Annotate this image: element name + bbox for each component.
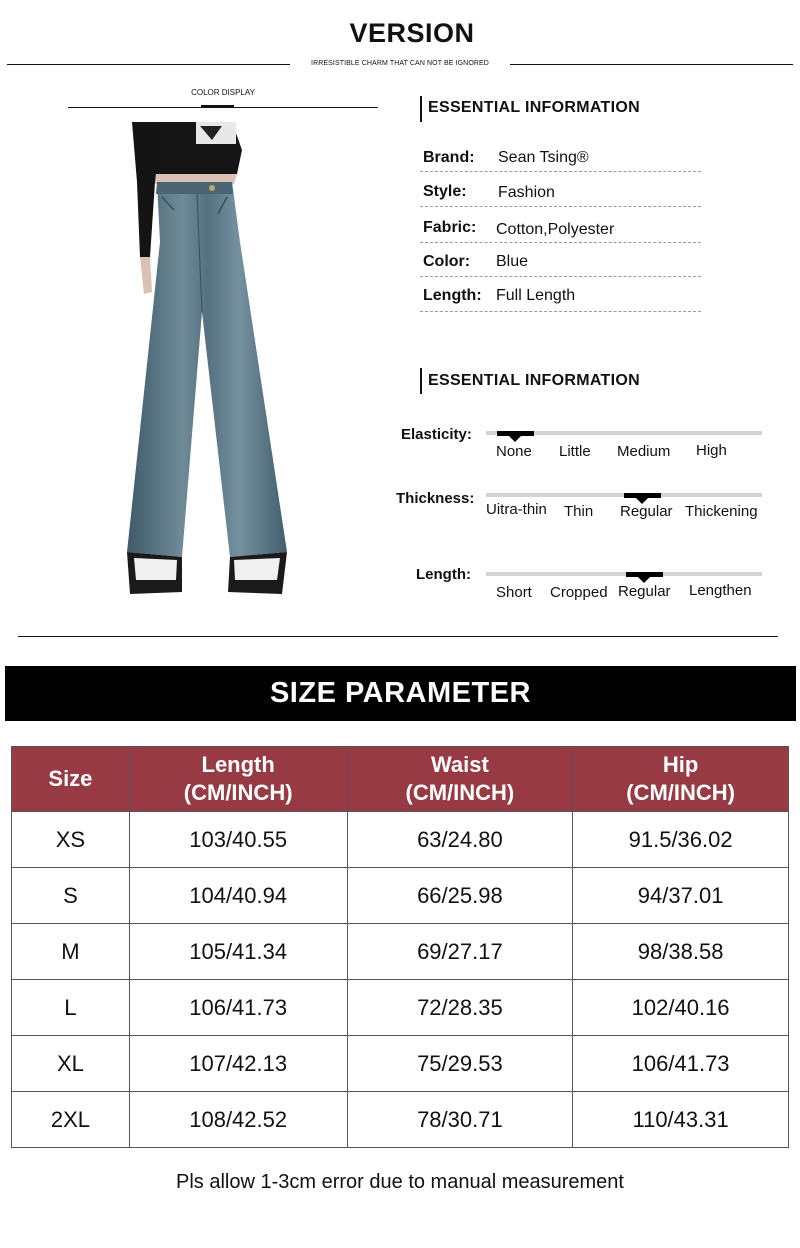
column-header-text: Size [48, 766, 93, 791]
color-display-divider-accent [201, 105, 234, 108]
table-cell-waist: 66/25.98 [347, 868, 573, 924]
scale-label-thickness: Thickness: [396, 490, 475, 507]
table-cell-size: XL [12, 1036, 130, 1092]
info-divider [420, 311, 701, 312]
column-header-size [12, 747, 130, 812]
measurement-note: Pls allow 1-3cm error due to manual measurement [176, 1171, 624, 1193]
table-cell-waist: 75/29.53 [347, 1036, 573, 1092]
table-cell-hip: 102/40.16 [573, 980, 789, 1036]
color-display-label: COLOR DISPLAY [191, 88, 255, 97]
scale-option: High [696, 442, 727, 459]
info-value-color: Blue [496, 253, 529, 270]
table-row [12, 868, 789, 924]
info-value-style: Fashion [498, 184, 555, 201]
essential-info-title: ESSENTIAL INFORMATION [428, 99, 640, 116]
info-divider [420, 242, 701, 243]
scale-option: Regular [620, 503, 673, 520]
table-row [12, 924, 789, 980]
table-cell-hip: 91.5/36.02 [573, 812, 789, 868]
attributes-accent [420, 368, 422, 394]
table-cell-size: M [12, 924, 130, 980]
column-header-unit: (CM/INCH) [405, 780, 515, 805]
scale-track-length [486, 572, 762, 576]
scale-label-elasticity: Elasticity: [401, 426, 472, 443]
table-cell-size: 2XL [12, 1092, 130, 1148]
table-cell-hip: 94/37.01 [573, 868, 789, 924]
column-header-unit: (CM/INCH) [626, 780, 735, 805]
table-cell-waist: 72/28.35 [347, 980, 573, 1036]
essential-info-accent [420, 96, 422, 122]
table-cell-hip: 98/38.58 [573, 924, 789, 980]
scale-option: Cropped [550, 584, 608, 601]
table-row [12, 1092, 789, 1148]
table-cell-size: XS [12, 812, 130, 868]
table-cell-length: 106/41.73 [129, 980, 347, 1036]
table-row [12, 980, 789, 1036]
column-header-hip [573, 747, 789, 812]
table-cell-size: S [12, 868, 130, 924]
column-header-length [129, 747, 347, 812]
scale-option: None [496, 443, 532, 460]
column-header-text: Length [201, 752, 275, 777]
info-label-length: Length: [423, 287, 482, 304]
table-cell-waist: 69/27.17 [347, 924, 573, 980]
section-divider [18, 636, 778, 637]
table-cell-waist: 78/30.71 [347, 1092, 573, 1148]
info-label-style: Style: [423, 183, 467, 200]
info-divider [420, 171, 701, 172]
info-value-brand: Sean Tsing® [498, 149, 589, 166]
scale-option: Lengthen [689, 582, 752, 599]
scale-option: Medium [617, 443, 671, 460]
size-table-header [12, 747, 789, 812]
attributes-title: ESSENTIAL INFORMATION [428, 372, 640, 389]
scale-option: Thickening [685, 503, 758, 520]
column-header-waist [347, 747, 573, 812]
scale-label-length: Length: [416, 566, 471, 583]
info-label-color: Color: [423, 253, 471, 270]
info-label-brand: Brand: [423, 149, 475, 166]
info-label-fabric: Fabric: [423, 219, 477, 236]
info-divider [420, 276, 701, 277]
table-cell-hip: 110/43.31 [573, 1092, 789, 1148]
header-divider-right [510, 64, 793, 65]
table-cell-length: 107/42.13 [129, 1036, 347, 1092]
table-row [12, 812, 789, 868]
table-row [12, 1036, 789, 1092]
table-cell-waist: 63/24.80 [347, 812, 573, 868]
column-header-unit: (CM/INCH) [183, 780, 293, 805]
header-divider-left [7, 64, 290, 65]
scale-option: Short [496, 584, 532, 601]
table-cell-size: L [12, 980, 130, 1036]
table-cell-length: 108/42.52 [129, 1092, 347, 1148]
info-divider [420, 206, 701, 207]
scale-option: Regular [618, 583, 671, 600]
page-subtitle: IRRESISTIBLE CHARM THAT CAN NOT BE IGNORED [311, 60, 489, 67]
info-value-length: Full Length [496, 287, 576, 304]
table-cell-length: 104/40.94 [129, 868, 347, 924]
scale-option: Thin [564, 503, 594, 520]
column-header-text: Hip [662, 752, 699, 777]
column-header-text: Waist [430, 752, 489, 777]
scale-option: Little [559, 443, 591, 460]
scale-pointer-elasticity [509, 436, 521, 442]
size-parameter-banner: SIZE PARAMETER [5, 666, 796, 721]
info-value-fabric: Cotton,Polyester [496, 221, 615, 238]
page-title: VERSION [349, 18, 475, 48]
table-cell-length: 103/40.55 [129, 812, 347, 868]
product-photo [122, 122, 294, 612]
scale-option: Uitra-thin [486, 501, 547, 518]
size-table [11, 746, 789, 1148]
table-cell-length: 105/41.34 [129, 924, 347, 980]
table-cell-hip: 106/41.73 [573, 1036, 789, 1092]
